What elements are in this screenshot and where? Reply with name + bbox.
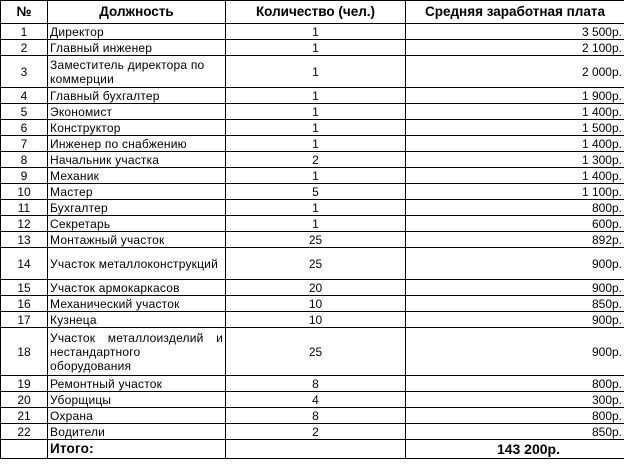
row-num: 13 (1, 232, 48, 248)
row-num: 4 (1, 88, 48, 104)
table-row (1, 408, 624, 424)
row-salary: 900р. (406, 328, 624, 376)
row-count: 1 (226, 200, 406, 216)
total-salary: 143 200р. (406, 440, 624, 459)
row-count: 1 (226, 136, 406, 152)
row-position: Участок армокаркасов (48, 280, 226, 296)
total-label: Итого: (48, 440, 226, 459)
total-num-cell (1, 440, 48, 459)
row-count: 20 (226, 280, 406, 296)
row-num: 6 (1, 120, 48, 136)
row-position: Механический участок (48, 296, 226, 312)
row-count: 25 (226, 248, 406, 280)
row-position: Секретарь (48, 216, 226, 232)
row-count: 10 (226, 312, 406, 328)
row-num: 21 (1, 408, 48, 424)
table-row (1, 40, 624, 56)
row-num: 5 (1, 104, 48, 120)
row-position: Конструктор (48, 120, 226, 136)
row-num: 12 (1, 216, 48, 232)
row-position: Монтажный участок (48, 232, 226, 248)
row-position: Экономист (48, 104, 226, 120)
table-row (1, 424, 624, 440)
row-salary: 2 100р. (406, 40, 624, 56)
row-salary: 892р. (406, 232, 624, 248)
row-count: 5 (226, 184, 406, 200)
row-salary: 2 000р. (406, 56, 624, 88)
row-salary: 800р. (406, 376, 624, 392)
row-position: Инженер по снабжению (48, 136, 226, 152)
row-salary: 1 400р. (406, 168, 624, 184)
row-salary: 800р. (406, 408, 624, 424)
row-num: 16 (1, 296, 48, 312)
row-position: Главный бухгалтер (48, 88, 226, 104)
row-count: 2 (226, 424, 406, 440)
row-num: 20 (1, 392, 48, 408)
row-position: Директор (48, 24, 226, 40)
table-row (1, 232, 624, 248)
row-salary: 1 100р. (406, 184, 624, 200)
row-salary: 900р. (406, 248, 624, 280)
table-row (1, 24, 624, 40)
row-position: Заместитель директора по коммерции (48, 56, 226, 88)
table-row (1, 56, 624, 88)
row-salary: 900р. (406, 312, 624, 328)
row-count: 1 (226, 24, 406, 40)
row-position: Ремонтный участок (48, 376, 226, 392)
table-row (1, 312, 624, 328)
row-salary: 850р. (406, 296, 624, 312)
row-position: Мастер (48, 184, 226, 200)
row-count: 25 (226, 232, 406, 248)
header-salary: Средняя заработная плата (406, 1, 624, 24)
header-num: № (1, 1, 48, 24)
row-salary: 1 400р. (406, 104, 624, 120)
row-count: 1 (226, 216, 406, 232)
table-row (1, 184, 624, 200)
header-position: Должность (48, 1, 226, 24)
table-row (1, 376, 624, 392)
row-salary: 300р. (406, 392, 624, 408)
table-row (1, 120, 624, 136)
row-salary: 1 900р. (406, 88, 624, 104)
table-row (1, 136, 624, 152)
row-num: 19 (1, 376, 48, 392)
row-salary: 1 300р. (406, 152, 624, 168)
row-num: 15 (1, 280, 48, 296)
row-num: 9 (1, 168, 48, 184)
row-salary: 1 400р. (406, 136, 624, 152)
row-num: 18 (1, 328, 48, 376)
row-count: 1 (226, 104, 406, 120)
table-row (1, 200, 624, 216)
row-salary: 3 500р. (406, 24, 624, 40)
row-num: 1 (1, 24, 48, 40)
row-num: 2 (1, 40, 48, 56)
row-num: 7 (1, 136, 48, 152)
row-count: 10 (226, 296, 406, 312)
row-position: Водители (48, 424, 226, 440)
row-salary: 600р. (406, 216, 624, 232)
row-count: 1 (226, 168, 406, 184)
table-row (1, 168, 624, 184)
row-num: 3 (1, 56, 48, 88)
table-row (1, 152, 624, 168)
table-row (1, 392, 624, 408)
row-position: Главный инженер (48, 40, 226, 56)
row-num: 10 (1, 184, 48, 200)
row-count: 8 (226, 408, 406, 424)
header-count: Количество (чел.) (226, 1, 406, 24)
row-position: Участок металлоизделий и нестандартного оборудования (48, 328, 226, 376)
row-salary: 850р. (406, 424, 624, 440)
row-salary: 800р. (406, 200, 624, 216)
row-position: Механик (48, 168, 226, 184)
row-count: 8 (226, 376, 406, 392)
table-row (1, 248, 624, 280)
row-count: 2 (226, 152, 406, 168)
table-row (1, 88, 624, 104)
row-num: 17 (1, 312, 48, 328)
table-row (1, 296, 624, 312)
row-count: 1 (226, 120, 406, 136)
row-position: Начальник участка (48, 152, 226, 168)
row-num: 22 (1, 424, 48, 440)
row-num: 8 (1, 152, 48, 168)
row-position: Кузнеца (48, 312, 226, 328)
row-position: Охрана (48, 408, 226, 424)
total-row (1, 440, 624, 459)
table-row (1, 328, 624, 376)
row-salary: 900р. (406, 280, 624, 296)
row-count: 1 (226, 88, 406, 104)
row-count: 4 (226, 392, 406, 408)
row-num: 11 (1, 200, 48, 216)
table-row (1, 104, 624, 120)
row-count: 25 (226, 328, 406, 376)
row-count: 1 (226, 56, 406, 88)
row-num: 14 (1, 248, 48, 280)
table-row (1, 280, 624, 296)
header-row (1, 1, 624, 24)
row-position: Уборщицы (48, 392, 226, 408)
row-salary: 1 500р. (406, 120, 624, 136)
row-position: Бухгалтер (48, 200, 226, 216)
row-count: 1 (226, 40, 406, 56)
row-position: Участок металлоконструкций (48, 248, 226, 280)
table-row (1, 216, 624, 232)
total-count-cell (226, 440, 406, 459)
